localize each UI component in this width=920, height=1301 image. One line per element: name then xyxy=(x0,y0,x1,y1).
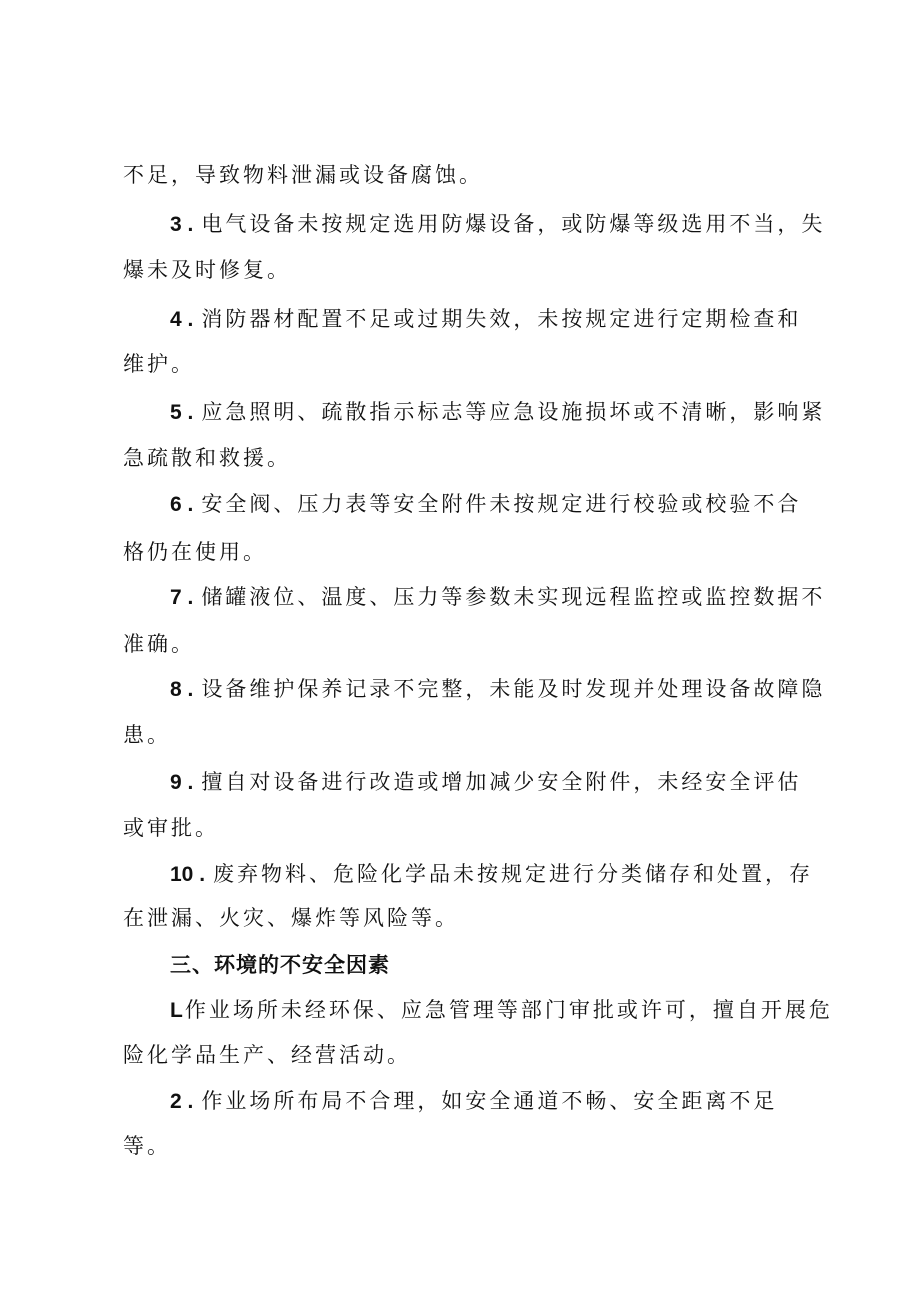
item-number: 10 . xyxy=(170,863,206,886)
section3-item-2 xyxy=(170,1086,777,1117)
item-text-cont: 险化学品生产、经营活动。 xyxy=(123,1043,411,1067)
list-item-6-cont xyxy=(123,537,267,567)
item-number: 7 . xyxy=(170,586,194,609)
item-text: 作业场所布局不合理，如安全通道不畅、安全距离不足 xyxy=(201,1089,778,1113)
list-item-9 xyxy=(170,767,801,798)
item-text-cont: 患。 xyxy=(123,723,171,747)
item-text: 擅自对设备进行改造或增加减少安全附件，未经安全评估 xyxy=(201,770,802,794)
list-item-9-cont xyxy=(123,813,219,843)
list-item-8-cont xyxy=(123,720,171,750)
item-text: 安全阀、压力表等安全附件未按规定进行校验或校验不合 xyxy=(201,492,802,516)
item-text-cont: 或审批。 xyxy=(123,816,219,840)
item-text-cont: 急疏散和救援。 xyxy=(123,446,291,470)
item-number: L xyxy=(170,999,183,1022)
section3-item-1-cont xyxy=(123,1040,411,1070)
list-item-3-cont xyxy=(123,255,291,285)
list-item-4-cont xyxy=(123,349,195,379)
item-text-cont: 格仍在使用。 xyxy=(123,540,267,564)
list-item-5 xyxy=(170,397,825,428)
item-text: 作业场所未经环保、应急管理等部门审批或许可，擅自开展危 xyxy=(184,998,833,1022)
list-item-3 xyxy=(170,209,825,240)
item-text-cont: 维护。 xyxy=(123,352,195,376)
item-text-cont: 等。 xyxy=(123,1134,171,1158)
list-item-6 xyxy=(170,489,801,520)
item-number: 4 . xyxy=(170,308,194,331)
item-text: 应急照明、疏散指示标志等应急设施损坏或不清晰，影响紧 xyxy=(201,400,826,424)
list-item-8 xyxy=(170,674,825,705)
list-item-4 xyxy=(170,304,801,335)
section-heading-text: 三、环境的不安全因素 xyxy=(170,953,390,977)
item-number: 2 . xyxy=(170,1090,194,1113)
item-number: 5 . xyxy=(170,401,194,424)
item-text: 废弃物料、危险化学品未按规定进行分类储存和处置，存 xyxy=(213,862,814,886)
list-item-7-cont xyxy=(123,629,195,659)
item-text: 电气设备未按规定选用防爆设备，或防爆等级选用不当，失 xyxy=(201,212,826,236)
section3-item-2-cont xyxy=(123,1131,171,1161)
list-item-7 xyxy=(170,582,825,613)
list-item-10-cont xyxy=(123,903,459,933)
item-number: 3 . xyxy=(170,213,194,236)
item-text: 储罐液位、温度、压力等参数未实现远程监控或监控数据不 xyxy=(201,585,826,609)
item-text: 设备维护保养记录不完整，未能及时发现并处理设备故障隐 xyxy=(201,677,826,701)
item-number: 8 . xyxy=(170,678,194,701)
continuation-line xyxy=(123,160,483,190)
item-text: 消防器材配置不足或过期失效，未按规定进行定期检查和 xyxy=(201,307,802,331)
item-number: 6 . xyxy=(170,493,194,516)
continuation-text: 不足，导致物料泄漏或设备腐蚀。 xyxy=(123,163,483,187)
item-text-cont: 准确。 xyxy=(123,632,195,656)
list-item-10 xyxy=(170,859,813,890)
item-number: 9 . xyxy=(170,771,194,794)
list-item-5-cont xyxy=(123,443,291,473)
item-text-cont: 在泄漏、火灾、爆炸等风险等。 xyxy=(123,906,459,930)
section-heading xyxy=(170,950,390,980)
section3-item-1 xyxy=(170,995,833,1026)
item-text-cont: 爆未及时修复。 xyxy=(123,258,291,282)
